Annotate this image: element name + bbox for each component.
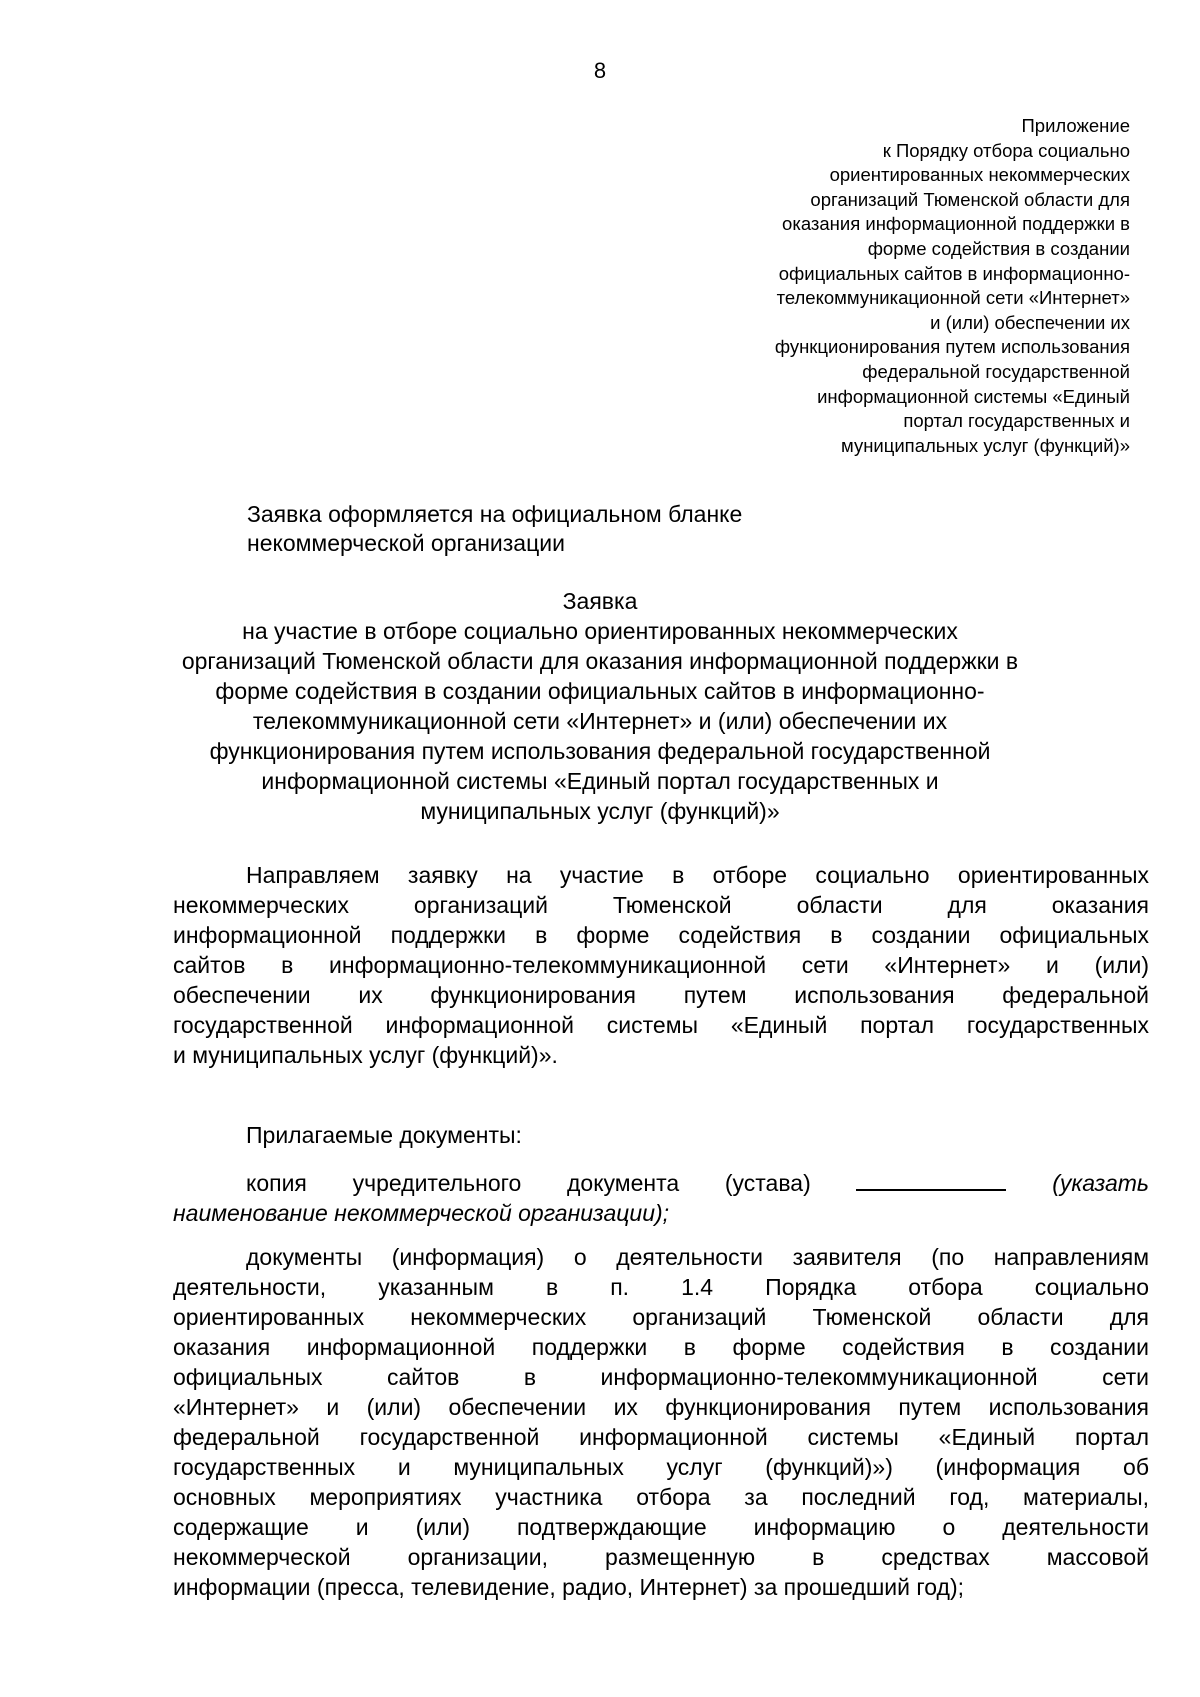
- item-line: оказания информационной поддержки в форме содействия в создании: [173, 1334, 1149, 1360]
- title-line: организаций Тюменской области для оказания информационной поддержки в: [181, 648, 1019, 674]
- paragraph-line: государственной информационной системы «Единый портал государственных: [173, 1012, 1149, 1038]
- appendix-line: Приложение: [1021, 115, 1130, 136]
- paragraph-line: некоммерческих организаций Тюменской области для оказания: [173, 892, 1149, 918]
- application-title: [0, 586, 1200, 826]
- appendix-line: оказания информационной поддержки в: [782, 213, 1130, 235]
- appendix-header: [650, 114, 1130, 458]
- title-line: функционирования путем использования федеральной государственной: [209, 738, 991, 764]
- appendix-line: ориентированных некоммерческих: [829, 164, 1130, 186]
- paragraph-line: Направляем заявку на участие в отборе социально ориентированных: [246, 862, 1149, 888]
- item-line: информации (пресса, телевидение, радио, Интернет) за прошедший год);: [173, 1574, 965, 1600]
- appendix-line: и (или) обеспечении их: [930, 311, 1130, 333]
- item-line: [173, 1168, 1149, 1198]
- title-line: телекоммуникационной сети «Интернет» и (или) обеспечении их: [252, 708, 948, 734]
- title-line: на участие в отборе социально ориентированных некоммерческих: [242, 618, 958, 644]
- title-line: форме содействия в создании официальных сайтов в информационно-: [215, 678, 985, 704]
- form-note: [247, 500, 742, 558]
- item-line: основных мероприятиях участника отбора за последний год, материалы,: [173, 1484, 1149, 1510]
- note-line: некоммерческой организации: [247, 530, 565, 556]
- item-line: ориентированных некоммерческих организаций Тюменской области для: [173, 1304, 1149, 1330]
- appendix-line: функционирования путем использования: [774, 336, 1130, 358]
- item-line: федеральной государственной информационной системы «Единый портал: [173, 1424, 1149, 1450]
- item-line: наименование некоммерческой организации);: [173, 1200, 670, 1226]
- item-line: деятельности, указанным в п. 1.4 Порядка отбора социально: [173, 1274, 1149, 1300]
- appendix-line: портал государственных и: [903, 410, 1130, 432]
- paragraph-line: информационной поддержки в форме содействия в создании официальных: [173, 922, 1149, 948]
- paragraph-line: обеспечении их функционирования путем использования федеральной: [173, 982, 1149, 1008]
- attached-item-charter: [173, 1168, 1149, 1228]
- appendix-line: федеральной государственной: [862, 360, 1130, 382]
- item-line: официальных сайтов в информационно-телекоммуникационной сети: [173, 1364, 1149, 1390]
- item-italic-text: (указать: [1052, 1170, 1149, 1196]
- item-line: государственных и муниципальных услуг (функций)») (информация об: [173, 1454, 1149, 1480]
- appendix-line: организаций Тюменской области для: [810, 188, 1130, 210]
- item-line: некоммерческой организации, размещенную в средствах массовой: [173, 1544, 1149, 1570]
- appendix-line: телекоммуникационной сети «Интернет»: [776, 287, 1130, 309]
- title-line: информационной системы «Единый портал государственных и: [261, 768, 939, 794]
- note-line: Заявка оформляется на официальном бланке: [247, 501, 743, 527]
- paragraph-line: и муниципальных услуг (функций)».: [173, 1042, 558, 1068]
- appendix-line: официальных сайтов в информационно-: [778, 262, 1130, 284]
- appendix-line: форме содействия в создании: [867, 237, 1130, 259]
- title-line: муниципальных услуг (функций)»: [420, 798, 780, 824]
- page-number: 8: [593, 58, 607, 83]
- attached-item-activity-docs: [173, 1242, 1149, 1602]
- title-heading: Заявка: [562, 588, 638, 614]
- attached-documents-heading: Прилагаемые документы:: [246, 1122, 522, 1148]
- item-line: документы (информация) о деятельности заявителя (по направлениям: [246, 1244, 1149, 1270]
- request-paragraph: [173, 860, 1149, 1070]
- paragraph-line: сайтов в информационно-телекоммуникационной сети «Интернет» и (или): [173, 952, 1149, 978]
- item-text: копия учредительного документа (устава): [246, 1170, 811, 1196]
- item-line: содержащие и (или) подтверждающие информацию о деятельности: [173, 1514, 1149, 1540]
- appendix-line: муниципальных услуг (функций)»: [841, 434, 1130, 456]
- appendix-line: информационной системы «Единый: [817, 385, 1130, 407]
- blank-field-line: [856, 1169, 1006, 1191]
- item-line: «Интернет» и (или) обеспечении их функционирования путем использования: [173, 1394, 1149, 1420]
- appendix-line: к Порядку отбора социально: [882, 139, 1130, 161]
